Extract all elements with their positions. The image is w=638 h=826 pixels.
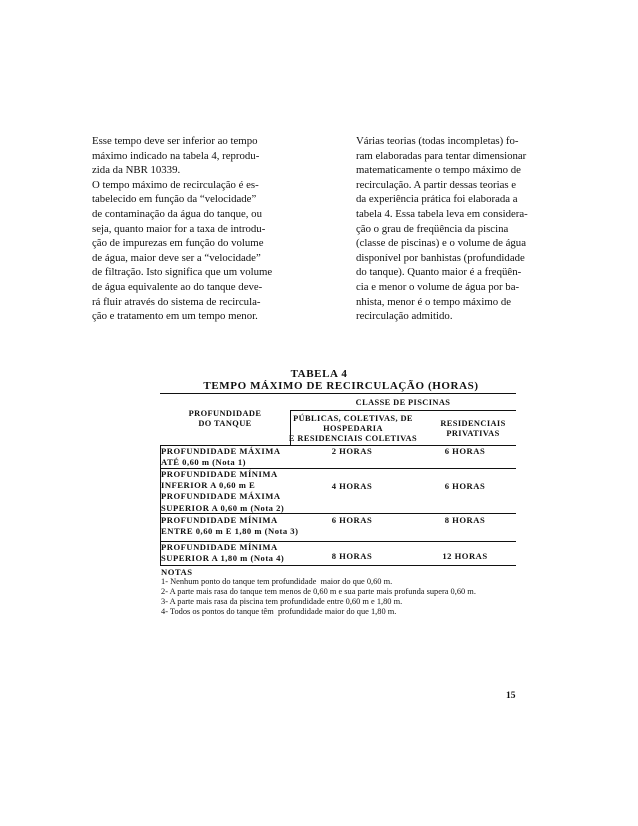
header-public: PÚBLICAS, COLETIVAS, DE HOSPEDARIA E RESIDENCIAIS COLETIVAS [288, 414, 418, 443]
row-4-private: 12 HORAS [442, 551, 488, 561]
header-depth: PROFUNDIDADE DO TANQUE [188, 409, 262, 428]
row-1-public: 2 HORAS [331, 446, 373, 456]
row-3-label: PROFUNDIDADE MÍNIMA ENTRE 0,60 m E 1,80 m (Nota 3) [161, 515, 299, 537]
row-2-label: PROFUNDIDADE MÍNIMA INFERIOR A 0,60 m E PROFUNDIDADE MÁXIMA SUPERIOR A 0,60 m (Nota 2) [161, 469, 285, 513]
table-title: TEMPO MÁXIMO DE RECIRCULAÇÃO (HORAS) [203, 380, 479, 392]
note-4: 4- Todos os pontos do tanque têm profundidade maior do que 1,80 m. [161, 607, 397, 616]
rule-row-4 [160, 565, 516, 566]
header-class-group: CLASSE DE PISCINAS [355, 398, 451, 407]
notes-title: NOTAS [161, 567, 193, 577]
rule-class-group [290, 410, 516, 411]
row-2-public: 4 HORAS [331, 481, 373, 491]
right-column-text: Várias teorias (todas incompletas) fo- ram elaboradas para tentar dimensionar matematicamente o tempo máximo de recirculação. A partir dessas teorias e da experiência prática foi elaborada a tabela 4. Essa tabela leva em considera- ção o grau de freqüência da piscina (classe de piscinas) e o volume de água disponível por banhistas (profundidade do tanque). Quanto maior é a freqüên- cia e menor o volume de água por ba- nhista, menor é o tempo máximo de recirculação admitido. [356, 135, 528, 323]
left-column-text: Esse tempo deve ser inferior ao tempo máximo indicado na tabela 4, reprodu- zida da NBR 10339. O tempo máximo de recirculação é es- tabelecido em função da “velocidade” de contaminação da água do tanque, ou seja, quanto maior for a taxa de introdu- ção de impurezas em função do volume de água, maior deve ser a “velocidade” de filtração. Isto significa que um volume de água equivalente ao do tanque deve- rá fluir através do sistema de recircula- ção e tratamento em um tempo menor. [92, 135, 273, 323]
table-number: TABELA 4 [290, 368, 348, 380]
rule-top [160, 393, 516, 394]
header-private: RESIDENCIAIS PRIVATIVAS [440, 419, 506, 438]
row-4-public: 8 HORAS [331, 551, 373, 561]
row-1-private: 6 HORAS [444, 446, 486, 456]
row-3-public: 6 HORAS [331, 515, 373, 525]
page-number: 15 [506, 691, 516, 701]
row-4-label: PROFUNDIDADE MÍNIMA SUPERIOR A 1,80 m (Nota 4) [161, 542, 285, 564]
row-1-label: PROFUNDIDADE MÁXIMA ATÉ 0,60 m (Nota 1) [161, 446, 281, 468]
note-3: 3- A parte mais rasa da piscina tem profundidade entre 0,60 m e 1,80 m. [161, 597, 403, 606]
note-2: 2- A parte mais rasa do tanque tem menos de 0,60 m e sua parte mais profunda supera 0,60 m. [161, 587, 476, 596]
row-3-private: 8 HORAS [444, 515, 486, 525]
row-2-private: 6 HORAS [444, 481, 486, 491]
note-1: 1- Nenhum ponto do tanque tem profundidade maior do que 0,60 m. [161, 577, 393, 586]
